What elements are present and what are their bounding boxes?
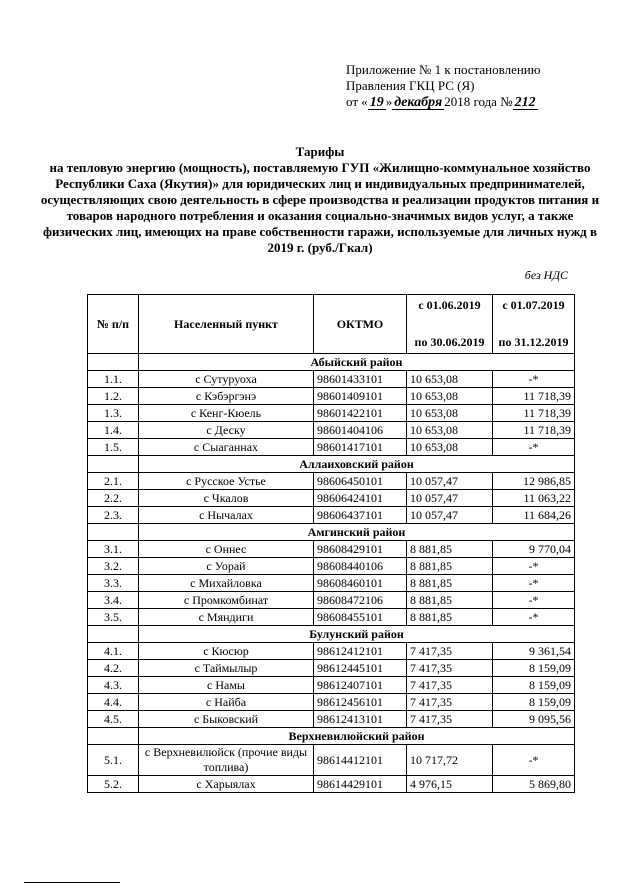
row-tariff-period2: 12 986,85: [493, 473, 575, 490]
district-row: [88, 354, 575, 371]
table-row: [88, 776, 575, 793]
row-tariff-period1: 10 653,08: [407, 371, 493, 388]
row-oktmo: 98606437101: [314, 507, 407, 524]
row-place: с Намы: [139, 677, 314, 694]
row-oktmo: 98614412101: [314, 745, 407, 776]
row-number: 5.2.: [88, 776, 139, 793]
row-tariff-period2: -*: [493, 575, 575, 592]
row-tariff-period1: 7 417,35: [407, 711, 493, 728]
district-name: Амгинский район: [139, 524, 575, 541]
date-mid: »: [385, 94, 393, 109]
row-place: с Найба: [139, 694, 314, 711]
row-oktmo: 98606424101: [314, 490, 407, 507]
row-tariff-period2: 11 718,39: [493, 422, 575, 439]
handwritten-day: 19: [369, 95, 384, 110]
row-tariff-period1: 10 057,47: [407, 490, 493, 507]
row-number: 2.2.: [88, 490, 139, 507]
row-tariff-period2: -*: [493, 371, 575, 388]
row-number: 1.2.: [88, 388, 139, 405]
header-line-2: Правления ГКЦ РС (Я): [346, 78, 475, 93]
table-header-row: [88, 295, 575, 354]
row-number: 3.1.: [88, 541, 139, 558]
table-row: [88, 558, 575, 575]
row-tariff-period2: 9 361,54: [493, 643, 575, 660]
district-name: Аллаиховский район: [139, 456, 575, 473]
table-row: [88, 422, 575, 439]
row-tariff-period1: 10 057,47: [407, 473, 493, 490]
district-empty-cell: [88, 626, 139, 643]
district-row: [88, 626, 575, 643]
row-tariff-period2: 5 869,80: [493, 776, 575, 793]
title-heading: Тарифы: [295, 144, 345, 159]
row-number: 2.1.: [88, 473, 139, 490]
row-tariff-period1: 8 881,85: [407, 609, 493, 626]
row-tariff-period2: 8 159,09: [493, 660, 575, 677]
table-row: [88, 660, 575, 677]
table-row: [88, 507, 575, 524]
row-place: с Сутуруоха: [139, 371, 314, 388]
district-empty-cell: [88, 354, 139, 371]
row-tariff-period2: 9 095,56: [493, 711, 575, 728]
row-tariff-period1: 8 881,85: [407, 575, 493, 592]
row-place: с Деску: [139, 422, 314, 439]
row-tariff-period1: 7 417,35: [407, 694, 493, 711]
row-oktmo: 98601404106: [314, 422, 407, 439]
row-place: с Русское Устье: [139, 473, 314, 490]
table-row: [88, 677, 575, 694]
district-empty-cell: [88, 524, 139, 541]
row-oktmo: 98608472106: [314, 592, 407, 609]
row-oktmo: 98612456101: [314, 694, 407, 711]
row-number: 3.2.: [88, 558, 139, 575]
col-period2-header: [493, 295, 575, 354]
row-tariff-period1: 10 057,47: [407, 507, 493, 524]
district-empty-cell: [88, 728, 139, 745]
row-tariff-period2: 11 063,22: [493, 490, 575, 507]
row-number: 1.5.: [88, 439, 139, 456]
row-place: с Уорай: [139, 558, 314, 575]
row-tariff-period1: 10 653,08: [407, 439, 493, 456]
row-tariff-period2: 9 770,04: [493, 541, 575, 558]
row-tariff-period2: -*: [493, 558, 575, 575]
row-oktmo: 98601422101: [314, 405, 407, 422]
district-row: [88, 728, 575, 745]
period2-from: с 01.07.2019: [502, 298, 565, 312]
row-number: 4.5.: [88, 711, 139, 728]
row-number: 4.4.: [88, 694, 139, 711]
district-name: Верхневилюйский район: [139, 728, 575, 745]
row-number: 5.1.: [88, 745, 139, 776]
row-oktmo: 98612413101: [314, 711, 407, 728]
row-tariff-period2: -*: [493, 592, 575, 609]
col-period1-header: [407, 295, 493, 354]
row-tariff-period1: 10 717,72: [407, 745, 493, 776]
row-oktmo: 98601433101: [314, 371, 407, 388]
row-tariff-period1: 8 881,85: [407, 558, 493, 575]
row-place: с Промкомбинат: [139, 592, 314, 609]
row-number: 1.1.: [88, 371, 139, 388]
row-tariff-period1: 8 881,85: [407, 541, 493, 558]
footnote-divider: [24, 882, 120, 883]
row-place: с Оннес: [139, 541, 314, 558]
row-tariff-period2: 11 718,39: [493, 388, 575, 405]
table-row: [88, 711, 575, 728]
row-number: 1.3.: [88, 405, 139, 422]
row-place: с Сыаганнах: [139, 439, 314, 456]
table-row: [88, 439, 575, 456]
row-number: 4.1.: [88, 643, 139, 660]
handwritten-number: 212: [514, 95, 536, 110]
row-number: 3.4.: [88, 592, 139, 609]
row-number: 1.4.: [88, 422, 139, 439]
table-row: [88, 694, 575, 711]
date-year: 2018 года №: [444, 94, 513, 109]
table-row: [88, 388, 575, 405]
row-place: с Верхневилюйск (прочие виды топлива): [139, 745, 314, 776]
row-oktmo: 98608455101: [314, 609, 407, 626]
period2-to: по 31.12.2019: [498, 335, 569, 349]
row-tariff-period2: -*: [493, 439, 575, 456]
row-oktmo: 98612445101: [314, 660, 407, 677]
row-oktmo: 98612412101: [314, 643, 407, 660]
row-place: с Кенг-Кюель: [139, 405, 314, 422]
row-oktmo: 98608429101: [314, 541, 407, 558]
table-row: [88, 609, 575, 626]
row-number: 3.5.: [88, 609, 139, 626]
header-line-1: Приложение № 1 к постановлению: [346, 62, 541, 77]
col-oktmo-header: ОКТМО: [314, 295, 407, 354]
table-row: [88, 490, 575, 507]
col-place-header: Населенный пункт: [139, 295, 314, 354]
row-tariff-period2: 8 159,09: [493, 677, 575, 694]
row-place: с Таймылыр: [139, 660, 314, 677]
row-tariff-period1: 7 417,35: [407, 677, 493, 694]
row-number: 4.3.: [88, 677, 139, 694]
row-tariff-period2: 8 159,09: [493, 694, 575, 711]
row-oktmo: 98608440106: [314, 558, 407, 575]
row-oktmo: 98612407101: [314, 677, 407, 694]
row-tariff-period1: 10 653,08: [407, 388, 493, 405]
row-tariff-period2: 11 684,26: [493, 507, 575, 524]
row-tariff-period2: -*: [493, 745, 575, 776]
row-tariff-period2: 11 718,39: [493, 405, 575, 422]
row-number: 4.2.: [88, 660, 139, 677]
row-tariff-period1: 8 881,85: [407, 592, 493, 609]
table-row: [88, 541, 575, 558]
table-row: [88, 643, 575, 660]
tariff-table: [87, 294, 575, 793]
row-tariff-period1: 7 417,35: [407, 643, 493, 660]
row-place: с Михайловка: [139, 575, 314, 592]
row-place: с Харыялах: [139, 776, 314, 793]
title-body: на тепловую энергию (мощность), поставляемую ГУП «Жилищно-коммунальное хозяйство Республики Саха (Якутия)» для юридических лиц и индивидуальных предпринимателей, осуществляющих свою деятельность в сфере производства и реализации продуктов питания и товаров народного потребления и оказания социально-значимых видов услуг, а также физических лиц, имеющих на праве собственности гаражи, используемые для личных нужд в 2019 г. (руб./Гкал): [40, 160, 600, 255]
district-empty-cell: [88, 456, 139, 473]
period1-to: по 30.06.2019: [414, 335, 485, 349]
document-title: [40, 144, 600, 256]
row-place: с Быковский: [139, 711, 314, 728]
row-oktmo: 98614429101: [314, 776, 407, 793]
row-place: с Нычалах: [139, 507, 314, 524]
row-tariff-period1: 10 653,08: [407, 422, 493, 439]
period1-from: с 01.06.2019: [418, 298, 481, 312]
col-num-header: № п/п: [88, 295, 139, 354]
row-oktmo: 98601409101: [314, 388, 407, 405]
row-place: с Кэбэргэнэ: [139, 388, 314, 405]
district-row: [88, 456, 575, 473]
row-place: с Чкалов: [139, 490, 314, 507]
header-line-3: [346, 94, 540, 110]
handwritten-month: декабря: [394, 95, 443, 110]
row-tariff-period1: 4 976,15: [407, 776, 493, 793]
district-row: [88, 524, 575, 541]
table-body: [88, 354, 575, 793]
district-name: Булунский район: [139, 626, 575, 643]
date-prefix: от «: [346, 94, 368, 109]
row-place: с Мяндиги: [139, 609, 314, 626]
row-place: с Кюсюр: [139, 643, 314, 660]
row-number: 2.3.: [88, 507, 139, 524]
row-tariff-period1: 10 653,08: [407, 405, 493, 422]
row-oktmo: 98606450101: [314, 473, 407, 490]
table-row: [88, 473, 575, 490]
row-number: 3.3.: [88, 575, 139, 592]
table-row: [88, 405, 575, 422]
table-row: [88, 592, 575, 609]
row-tariff-period1: 7 417,35: [407, 660, 493, 677]
vat-note: без НДС: [524, 268, 568, 282]
row-tariff-period2: -*: [493, 609, 575, 626]
district-name: Абыйский район: [139, 354, 575, 371]
row-oktmo: 98601417101: [314, 439, 407, 456]
approval-header: [346, 62, 540, 110]
table-row: [88, 371, 575, 388]
table-row: [88, 575, 575, 592]
row-oktmo: 98608460101: [314, 575, 407, 592]
table-row: [88, 745, 575, 776]
